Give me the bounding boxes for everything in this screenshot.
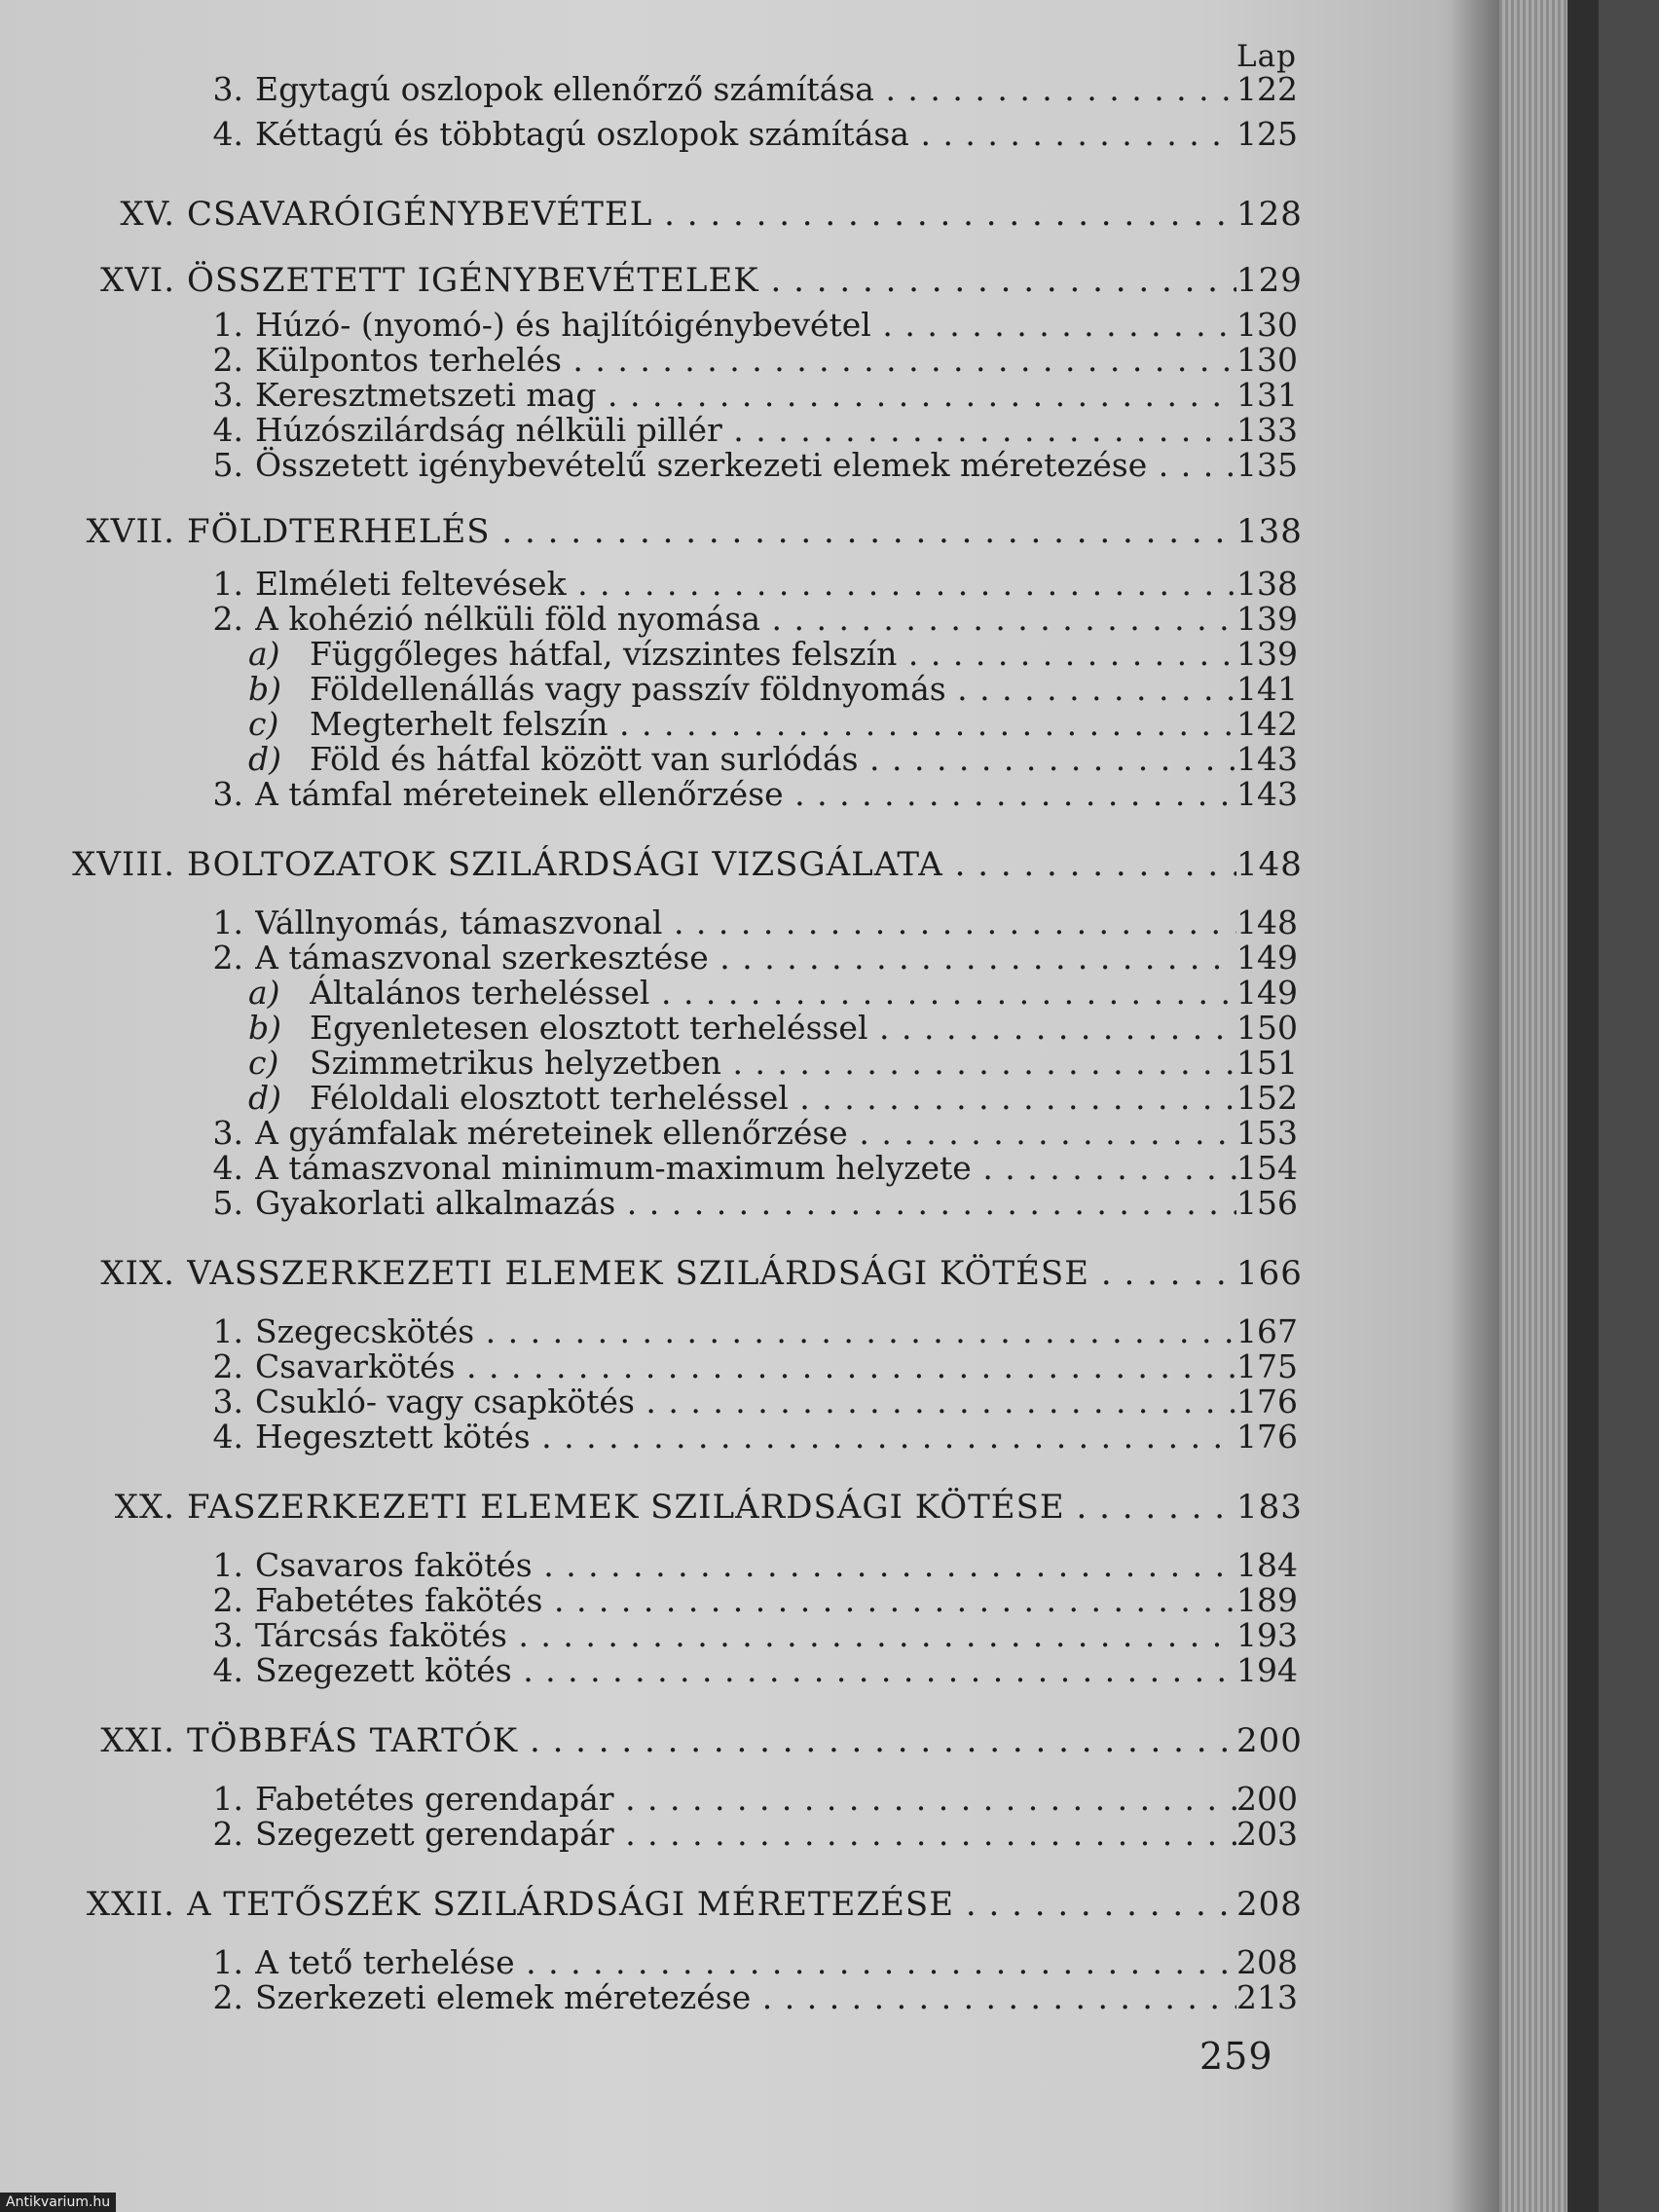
toc-section-row: [0, 939, 1298, 977]
toc-page-number: 128: [1236, 195, 1303, 234]
toc-page-number: 149: [1236, 974, 1298, 1012]
toc-section-row: [0, 1546, 1298, 1585]
toc-title-leader: [255, 115, 1236, 154]
page-number: 259: [1199, 2035, 1273, 2078]
toc-number: d): [248, 1079, 281, 1117]
toc-subsection-row: [0, 740, 1298, 779]
toc-chapter-row: [0, 195, 1303, 234]
toc-number: c): [248, 1044, 279, 1082]
toc-number: 2.: [212, 1978, 243, 2016]
toc-title-leader: [255, 1943, 1236, 1982]
toc-subsection-row: [0, 705, 1298, 744]
toc-number: XX.: [114, 1488, 175, 1527]
watermark: Antikvarium.hu: [0, 2193, 116, 2212]
toc-number: a): [248, 635, 280, 673]
toc-title: Szerkezeti elemek méretezése: [255, 1978, 752, 2016]
toc-number: 1.: [212, 565, 243, 603]
toc-number: 3.: [212, 1616, 243, 1654]
toc-title-leader: [255, 1780, 1236, 1819]
toc-title: Egytagú oszlopok ellenőrző számítása: [255, 70, 874, 108]
toc-title-leader: [187, 845, 1236, 884]
toc-page-number: 184: [1236, 1546, 1298, 1584]
toc-title-leader: [310, 1079, 1236, 1118]
toc-title-leader: [255, 1382, 1236, 1421]
toc-number: 1.: [212, 306, 243, 344]
toc-page-number: 175: [1236, 1347, 1298, 1385]
toc-section-row: [0, 376, 1298, 415]
toc-page-number: 125: [1236, 115, 1298, 153]
toc-page-number: 200: [1236, 1780, 1298, 1818]
toc-section-row: [0, 1815, 1298, 1854]
toc-number: XVIII.: [72, 845, 175, 884]
toc-title-leader: [187, 1254, 1236, 1293]
toc-chapter-row: [0, 1488, 1303, 1527]
toc-title-leader: [255, 1347, 1236, 1386]
toc-title: Csavarkötés: [255, 1347, 456, 1385]
toc-page-number: 153: [1236, 1114, 1298, 1152]
toc-page-number: 189: [1236, 1581, 1298, 1619]
toc-title: A támaszvonal szerkesztése: [255, 939, 709, 977]
toc-number: 1.: [212, 903, 243, 941]
toc-title: Keresztmetszeti mag: [255, 376, 597, 414]
toc-title-leader: [187, 1721, 1236, 1760]
book-cover-edge: [1567, 0, 1599, 2212]
toc-title: Összetett igénybevételű szerkezeti elemek méretezése: [255, 446, 1148, 484]
toc-page-number: 208: [1236, 1943, 1298, 1981]
toc-number: d): [248, 740, 281, 778]
toc-title-leader: [310, 670, 1236, 709]
toc-title: Függőleges hátfal, vízszintes felszín: [310, 635, 898, 673]
toc-page-number: 148: [1236, 903, 1298, 941]
toc-section-row: [0, 1581, 1298, 1620]
toc-page-number: 193: [1236, 1616, 1298, 1654]
toc-chapter-row: [0, 1254, 1303, 1293]
toc-title: Féloldali elosztott terheléssel: [310, 1079, 789, 1117]
toc-title: FÖLDTERHELÉS: [187, 512, 491, 551]
toc-title-leader: [310, 635, 1236, 674]
toc-title: FASZERKEZETI ELEMEK SZILÁRDSÁGI KÖTÉSE: [187, 1488, 1065, 1527]
toc-title-leader: [255, 1815, 1236, 1854]
toc-title-leader: [255, 600, 1236, 639]
toc-section-row: [0, 775, 1298, 814]
toc-page-number: 203: [1236, 1815, 1298, 1853]
toc-page-number: 152: [1236, 1079, 1298, 1117]
toc-chapter-row: [0, 1885, 1303, 1924]
toc-title: Fabetétes gerendapár: [255, 1780, 614, 1818]
toc-section-row: [0, 1651, 1298, 1690]
toc-page-number: 143: [1236, 740, 1298, 778]
toc-title-leader: [255, 411, 1236, 450]
toc-page-number: 143: [1236, 775, 1298, 813]
toc-section-row: [0, 1418, 1298, 1456]
toc-title: Fabetétes fakötés: [255, 1581, 543, 1619]
toc-page-number: 176: [1236, 1418, 1298, 1456]
toc-page-number: 139: [1236, 600, 1298, 638]
page-column-header: Lap: [1236, 39, 1297, 74]
toc-page-number: 141: [1236, 670, 1298, 708]
toc-title: Egyenletesen elosztott terheléssel: [310, 1009, 868, 1047]
toc-page-number: 130: [1236, 341, 1298, 379]
toc-title-leader: [255, 70, 1236, 109]
toc-number: 4.: [212, 411, 243, 449]
toc-number: 2.: [212, 1815, 243, 1853]
toc-title-leader: [187, 195, 1236, 234]
toc-title: ÖSSZETETT IGÉNYBEVÉTELEK: [187, 261, 759, 300]
toc-section-row: [0, 1978, 1298, 2017]
toc-number: 1.: [212, 1943, 243, 1981]
toc-page-number: 149: [1236, 939, 1298, 977]
toc-page-number: 208: [1236, 1885, 1303, 1924]
toc-page-number: 142: [1236, 705, 1298, 743]
toc-title-leader: [255, 565, 1236, 604]
toc-title: Kéttagú és többtagú oszlopok számítása: [255, 115, 909, 153]
toc-subsection-row: [0, 635, 1298, 674]
toc-number: 3.: [212, 1114, 243, 1152]
toc-title: A gyámfalak méreteinek ellenőrzése: [255, 1114, 848, 1152]
toc-title-leader: [255, 903, 1236, 942]
toc-title: A TETŐSZÉK SZILÁRDSÁGI MÉRETEZÉSE: [187, 1885, 955, 1924]
toc-title: Szegecskötés: [255, 1312, 475, 1350]
toc-section-row: [0, 1184, 1298, 1223]
toc-title: A támfal méreteinek ellenőrzése: [255, 775, 784, 813]
toc-number: XV.: [120, 195, 175, 234]
toc-title-leader: [255, 376, 1236, 415]
toc-number: 1.: [212, 1546, 243, 1584]
toc-subsection-row: [0, 1044, 1298, 1083]
toc-title-leader: [255, 1978, 1236, 2017]
toc-title-leader: [255, 1149, 1236, 1188]
toc-title-leader: [187, 261, 1236, 300]
toc-subsection-row: [0, 670, 1298, 709]
toc-section-row: [0, 115, 1298, 154]
toc-page-number: 138: [1236, 565, 1298, 603]
toc-title: Hegesztett kötés: [255, 1418, 531, 1456]
toc-title-leader: [255, 939, 1236, 977]
toc-title: A kohézió nélküli föld nyomása: [255, 600, 761, 638]
toc-title-leader: [255, 775, 1236, 814]
toc-section-row: [0, 1616, 1298, 1655]
toc-title-leader: [255, 1616, 1236, 1655]
toc-page-number: 151: [1236, 1044, 1298, 1082]
toc-title-leader: [255, 1651, 1236, 1690]
toc-page-number: 130: [1236, 306, 1298, 344]
toc-title: Húzó- (nyomó-) és hajlítóigénybevétel: [255, 306, 871, 344]
toc-number: a): [248, 974, 280, 1012]
toc-number: 5.: [212, 1184, 243, 1222]
toc-title: Szegezett kötés: [255, 1651, 512, 1689]
toc-subsection-row: [0, 974, 1298, 1013]
toc-page-number: 176: [1236, 1382, 1298, 1420]
toc-title: Szimmetrikus helyzetben: [310, 1044, 721, 1082]
page-stack-edge: [1499, 0, 1567, 2212]
toc-subsection-row: [0, 1079, 1298, 1118]
toc-page-number: 122: [1236, 70, 1298, 108]
toc-title-leader: [255, 1546, 1236, 1585]
toc-section-row: [0, 1382, 1298, 1421]
toc-title-leader: [255, 306, 1236, 345]
toc-page-number: 200: [1236, 1721, 1303, 1760]
toc-section-row: [0, 341, 1298, 380]
toc-page-number: 139: [1236, 635, 1298, 673]
toc-page-number: 129: [1236, 261, 1303, 300]
toc-number: 1.: [212, 1312, 243, 1350]
toc-title: Föld és hátfal között van surlódás: [310, 740, 859, 778]
toc-subsection-row: [0, 1009, 1298, 1048]
toc-number: 4.: [212, 1418, 243, 1456]
toc-number: XVI.: [100, 261, 175, 300]
toc-number: XXII.: [86, 1885, 175, 1924]
toc-number: XXI.: [100, 1721, 175, 1760]
toc-number: b): [248, 670, 281, 708]
toc-title-leader: [255, 1581, 1236, 1620]
toc-number: 4.: [212, 1149, 243, 1187]
toc-number: 1.: [212, 1780, 243, 1818]
toc-number: 4.: [212, 1651, 243, 1689]
toc-page-number: 213: [1236, 1978, 1298, 2016]
toc-chapter-row: [0, 512, 1303, 551]
toc-number: 3.: [212, 1382, 243, 1420]
toc-title: VASSZERKEZETI ELEMEK SZILÁRDSÁGI KÖTÉSE: [187, 1254, 1090, 1293]
toc-page-number: 154: [1236, 1149, 1298, 1187]
toc-chapter-row: [0, 1721, 1303, 1760]
toc-chapter-row: [0, 261, 1303, 300]
toc-number: 2.: [212, 1581, 243, 1619]
toc-number: 3.: [212, 376, 243, 414]
toc-title: CSAVARÓIGÉNYBEVÉTEL: [187, 195, 653, 234]
toc-title-leader: [187, 1885, 1236, 1924]
toc-section-row: [0, 565, 1298, 604]
toc-title: BOLTOZATOK SZILÁRDSÁGI VIZSGÁLATA: [187, 845, 943, 884]
toc-title-leader: [255, 1418, 1236, 1456]
toc-title: Megterhelt felszín: [310, 705, 608, 743]
toc-title: Húzószilárdság nélküli pillér: [255, 411, 722, 449]
toc-section-row: [0, 1347, 1298, 1386]
toc-number: 5.: [212, 446, 243, 484]
toc-title: TÖBBFÁS TARTÓK: [187, 1721, 519, 1760]
toc-number: XVII.: [86, 512, 175, 551]
toc-title-leader: [310, 1044, 1236, 1083]
toc-title: A támaszvonal minimum-maximum helyzete: [255, 1149, 972, 1187]
toc-page-number: 135: [1236, 446, 1298, 484]
toc-title-leader: [255, 1184, 1236, 1223]
toc-section-row: [0, 1780, 1298, 1819]
toc-title-leader: [187, 512, 1236, 551]
toc-page-number: 156: [1236, 1184, 1298, 1222]
toc-title-leader: [310, 974, 1236, 1013]
toc-number: 3.: [212, 70, 243, 108]
toc-page-number: 131: [1236, 376, 1298, 414]
toc-page-number: 167: [1236, 1312, 1298, 1350]
toc-page-number: 150: [1236, 1009, 1298, 1047]
toc-title: Szegezett gerendapár: [255, 1815, 614, 1853]
toc-title-leader: [255, 1312, 1236, 1351]
toc-page-number: 148: [1236, 845, 1303, 884]
toc-page-number: 138: [1236, 512, 1303, 551]
toc-section-row: [0, 1149, 1298, 1188]
toc-section-row: [0, 411, 1298, 450]
toc-number: 2.: [212, 600, 243, 638]
toc-number: 3.: [212, 775, 243, 813]
toc-title: Tárcsás fakötés: [255, 1616, 507, 1654]
toc-title-leader: [310, 740, 1236, 779]
toc-title: Csavaros fakötés: [255, 1546, 533, 1584]
toc-page-number: 183: [1236, 1488, 1303, 1527]
toc-title: A tető terhelése: [255, 1943, 515, 1981]
toc-number: 2.: [212, 341, 243, 379]
toc-number: c): [248, 705, 279, 743]
toc-section-row: [0, 306, 1298, 345]
toc-title-leader: [255, 446, 1236, 485]
toc-number: 2.: [212, 1347, 243, 1385]
toc-section-row: [0, 1312, 1298, 1351]
toc-title: Általános terheléssel: [310, 974, 650, 1012]
background: [1599, 0, 1659, 2212]
toc-page-number: 133: [1236, 411, 1298, 449]
toc-title-leader: [310, 1009, 1236, 1048]
toc-section-row: [0, 903, 1298, 942]
toc-title-leader: [187, 1488, 1236, 1527]
toc-title: Külpontos terhelés: [255, 341, 562, 379]
toc-title: Csukló- vagy csapkötés: [255, 1382, 635, 1420]
toc-number: 4.: [212, 115, 243, 153]
toc-number: 2.: [212, 939, 243, 977]
toc-section-row: [0, 1114, 1298, 1153]
toc-title-leader: [255, 341, 1236, 380]
toc-chapter-row: [0, 845, 1303, 884]
toc-section-row: [0, 600, 1298, 639]
toc-number: XIX.: [100, 1254, 175, 1293]
toc-title-leader: [310, 705, 1236, 744]
toc-section-row: [0, 1943, 1298, 1982]
toc-title: Gyakorlati alkalmazás: [255, 1184, 616, 1222]
toc-title: Földellenállás vagy passzív földnyomás: [310, 670, 946, 708]
toc-title: Vállnyomás, támaszvonal: [255, 903, 663, 941]
toc-page-number: 166: [1236, 1254, 1303, 1293]
toc-title: Elméleti feltevések: [255, 565, 567, 603]
toc-title-leader: [255, 1114, 1236, 1153]
toc-page-number: 194: [1236, 1651, 1298, 1689]
toc-section-row: [0, 70, 1298, 109]
toc-section-row: [0, 446, 1298, 485]
toc-number: b): [248, 1009, 281, 1047]
